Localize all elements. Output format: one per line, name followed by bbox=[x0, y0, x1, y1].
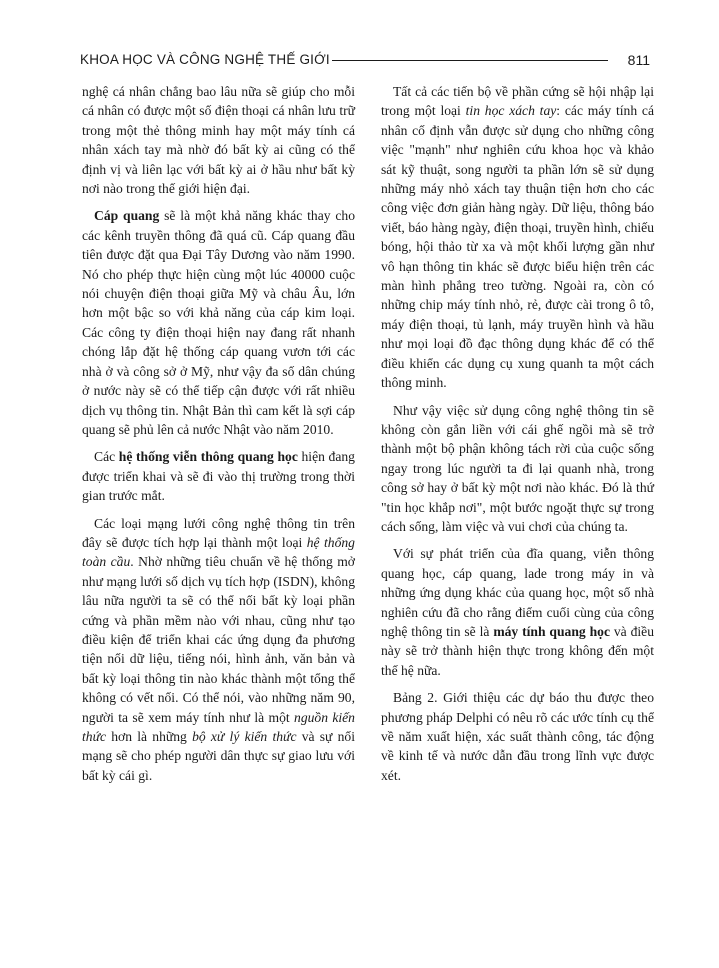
left-paragraph-1: nghệ cá nhân chẳng bao lâu nữa sẽ giúp cho mỗi cá nhân có được một số điện thoại cá nhân lưu trữ trong một thẻ thông minh hay một máy tính cá nhân xách tay mà nhờ đó bất kỳ ai cũng có thể định vị và liên lạc với bất kỳ ai ở hầu như bất kỳ nơi nào trong thế giới hiện đại. bbox=[82, 84, 355, 197]
term-cap-quang: Cáp quang bbox=[94, 208, 160, 224]
right-paragraph-3-text-b: và điều này sẽ trở thành hiện thực trong không đến một thế hệ nữa. bbox=[381, 623, 654, 678]
left-paragraph-3 bbox=[82, 447, 355, 505]
running-header bbox=[80, 50, 650, 72]
term-tin-hoc-xach-tay: tin học xách tay bbox=[465, 103, 557, 119]
left-paragraph-4-text-d: và sự nối mạng sẽ cho phép người dân thực sự giao lưu với bất kỳ cái gì. bbox=[82, 729, 356, 783]
header-rule bbox=[332, 60, 608, 61]
right-column bbox=[381, 82, 654, 793]
left-paragraph-4-text-c: hơn là những bbox=[106, 729, 193, 744]
left-paragraph-4-text-a: Các loại mạng lưới công nghệ thông tin trên đây sẽ được tích hợp lại thành một loại bbox=[82, 515, 355, 550]
right-paragraph-2: Như vậy việc sử dụng công nghệ thông tin sẽ không còn gắn liền với cái ghế ngồi mà sẽ trở thành một bộ phận không tách rời của cuộc sống ngay trong lúc người ta đi lại quanh nhà, trong công sở hay ở bất kỳ một nơi nào khác. Đó là thứ "tin học khắp nơi", một bước ngoặt thực sự trong cách sống, làm việc và vui chơi của chúng ta. bbox=[381, 402, 654, 534]
left-paragraph-4-text-b: . Nhờ những tiêu chuẩn về hệ thống mở như mạng lưới số dịch vụ tích hợp (ISDN), không lâu nữa người ta sẽ có thể nối bất kỳ loại phần cứng và phần mềm nào với nhau, cũng như tạo điều kiện để triển khai các ứng dụng đa phương tiện nối dữ liệu, tiếng nói, hình ảnh, văn bản và bất kỳ loại thông tin nào khác thành một tổng thể không có vết nối. Có thể nói, vào những năm 90, người ta sẽ xem máy tính như là một bbox=[82, 554, 355, 725]
right-paragraph-3-text-a: Với sự phát triển của đĩa quang, viễn thông quang học, cáp quang, lade trong máy in và những ứng dụng khác của quang học, một số nhà nghiên cứu đã cho rằng điểm cuối cùng của công nghệ thông tin sẽ là bbox=[381, 546, 654, 639]
left-paragraph-3-text-a: Các bbox=[94, 449, 119, 465]
running-header-title: KHOA HỌC VÀ CÔNG NGHỆ THẾ GIỚI bbox=[80, 52, 330, 67]
term-may-tinh-quang-hoc: máy tính quang học bbox=[493, 623, 610, 639]
term-nguon-kien-thuc: nguồn kiến thức bbox=[82, 709, 355, 744]
right-paragraph-1-text-b: : các máy tính cá nhân cố định vẫn được sử dụng cho những công việc "mạnh" như nghiên cứu khoa học và khảo sát kỹ thuật, song người ta phần lớn sẽ sử dụng những máy nhỏ xách tay thuận tiện hơn cho các công việc đơn giản hàng ngày. Dữ liệu, thông báo viết, báo hàng ngày, điện thoại, truyền hình, chiếu bóng, hội thảo từ xa và một khối lượng gần như vô hạn thông tin khác sẽ được biểu hiện trên các màn hình phẳng treo tường. Ngoài ra, còn có những chip máy tính nhỏ, rẻ, được cài trong ô tô, máy điện thoại, tủ lạnh, máy truyền hình và hầu như mọi loại đồ đạc thông dụng khác để có thể điều khiển các dụng cụ xung quanh ta một cách thông minh. bbox=[381, 103, 654, 391]
term-vien-thong-quang-hoc: hệ thống viễn thông quang học bbox=[118, 449, 298, 465]
left-column bbox=[82, 82, 355, 793]
left-paragraph-3-text-b: hiện đang được triển khai và sẽ đi vào thị trường trong thời gian trước mắt. bbox=[82, 449, 355, 504]
right-paragraph-1 bbox=[381, 82, 654, 393]
term-he-thong-toan-cau: hệ thống toàn cầu bbox=[82, 534, 355, 570]
left-paragraph-2-text: sẽ là một khả năng khác thay cho các kênh truyền thông đã quá cũ. Cáp quang đầu tiên được đặt qua Đại Tây Dương vào năm 1990. Nó cho phép thực hiện cùng một lúc 40000 cuộc nói chuyện điện thoại giữa Mỹ và châu Âu, lớn hơn một bậc so với khả năng của cáp kim loại. Các công ty điện thoại hiện nay đang rất nhanh chóng lắp đặt hệ thống cáp quang vươn tới các nhà ở và công sở ở Mỹ, như vậy đa số dân chúng ở nước này sẽ có thể tiếp cận được với rất nhiều dịch vụ thông tin. Nhật Bản thì cam kết là sợi cáp quang sẽ phủ lên cả nước Nhật vào năm 2010. bbox=[82, 208, 355, 437]
right-paragraph-4: Bảng 2. Giới thiệu các dự báo thu được theo phương pháp Delphi có nêu rõ các ước tính cụ thể về năm xuất hiện, xác suất thành công, tác động về kinh tế và nước dẫn đầu trong lĩnh vực được xét. bbox=[381, 690, 654, 783]
left-paragraph-4 bbox=[82, 514, 355, 786]
right-paragraph-3 bbox=[381, 544, 654, 680]
term-bo-xu-ly-kien-thuc: bộ xử lý kiến thức bbox=[192, 729, 297, 744]
left-paragraph-2 bbox=[82, 206, 355, 439]
right-paragraph-1-text-a: Tất cả các tiến bộ về phần cứng sẽ hội nhập lại trong một loại bbox=[381, 84, 654, 119]
page-number: 811 bbox=[627, 52, 650, 68]
